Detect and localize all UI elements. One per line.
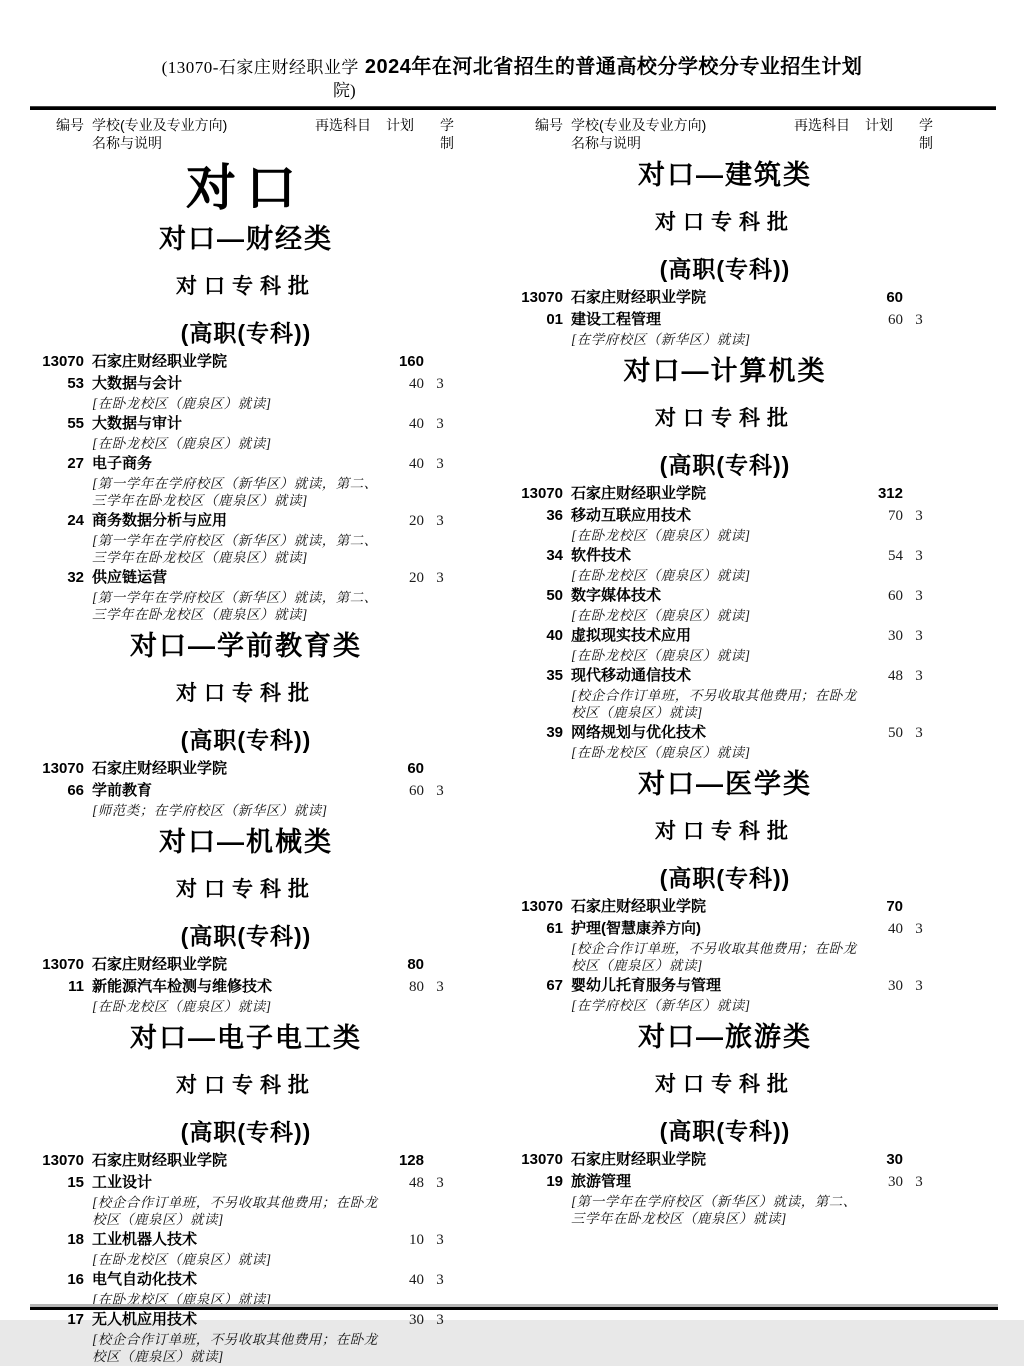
major-years: 3 xyxy=(436,456,444,472)
title-wrap-char: 院) xyxy=(333,81,356,100)
major-code: 40 xyxy=(546,627,563,644)
school-header xyxy=(563,116,787,152)
years-header xyxy=(901,116,935,152)
major-years: 3 xyxy=(915,548,923,564)
major-note: [在学府校区（新华区）就读] xyxy=(571,998,751,1013)
major-years: 3 xyxy=(915,588,923,604)
major-name: 工业设计 xyxy=(92,1174,153,1191)
school-code: 13070 xyxy=(521,898,563,915)
major-list xyxy=(515,1171,935,1227)
major-name: 软件技术 xyxy=(571,547,632,564)
major-line xyxy=(515,505,935,527)
batch-title: 对口专科批 xyxy=(176,275,316,298)
major-plan: 30 xyxy=(888,978,903,994)
major-row xyxy=(515,1171,935,1227)
major-line xyxy=(515,918,935,940)
major-note: [在卧龙校区（鹿泉区）就读] xyxy=(92,436,272,451)
major-row xyxy=(36,510,456,566)
major-plan: 30 xyxy=(409,1312,424,1328)
level-title: (高职(专科)) xyxy=(180,1119,312,1145)
major-code: 19 xyxy=(546,1173,563,1190)
column-headers xyxy=(0,116,1024,152)
major-row xyxy=(515,918,935,974)
title-main: 2024年在河北省招生的普通高校分学校分专业招生计划 xyxy=(364,56,863,78)
school-name: 石家庄财经职业学院 xyxy=(571,485,707,502)
column-header-right xyxy=(515,116,935,152)
school-name: 石家庄财经职业学院 xyxy=(571,1151,707,1168)
major-list xyxy=(36,1172,456,1365)
major-name: 数字媒体技术 xyxy=(571,587,662,604)
school-row xyxy=(515,897,935,917)
major-code: 36 xyxy=(546,507,563,524)
subjects-header: 再选科目 xyxy=(315,117,371,133)
major-years: 3 xyxy=(915,921,923,937)
major-row xyxy=(515,505,935,544)
school-row xyxy=(36,1151,456,1171)
major-line xyxy=(515,722,935,744)
major-years: 3 xyxy=(915,668,923,684)
major-name: 移动互联应用技术 xyxy=(571,507,692,524)
major-plan: 40 xyxy=(409,416,424,432)
school-row xyxy=(36,759,456,779)
years-header xyxy=(422,116,456,152)
major-plan: 50 xyxy=(888,725,903,741)
category-title: 对口—机械类 xyxy=(159,827,333,857)
category-section xyxy=(36,224,456,623)
major-plan: 48 xyxy=(409,1175,424,1191)
major-years: 3 xyxy=(436,376,444,392)
years-header-line1: 学 xyxy=(440,117,454,133)
major-name: 新能源汽车检测与维修技术 xyxy=(92,978,273,995)
major-row xyxy=(36,1309,456,1365)
major-name: 大数据与审计 xyxy=(92,415,183,432)
major-line xyxy=(36,413,456,435)
school-header-line1: 学校(专业及专业方向) xyxy=(92,117,228,133)
major-line xyxy=(515,309,935,331)
major-row xyxy=(36,567,456,623)
column-header-left xyxy=(36,116,456,152)
major-note: [师范类；在学府校区（新华区）就读] xyxy=(92,803,328,818)
school-code: 13070 xyxy=(42,1152,84,1169)
major-row xyxy=(36,1172,456,1228)
major-years: 3 xyxy=(436,416,444,432)
major-name: 工业机器人技术 xyxy=(92,1231,198,1248)
school-total-plan: 80 xyxy=(407,956,424,973)
major-code: 53 xyxy=(67,375,84,392)
school-row xyxy=(36,352,456,372)
school-row xyxy=(515,1150,935,1170)
school-row xyxy=(515,288,935,308)
major-row xyxy=(515,545,935,584)
school-total-plan: 312 xyxy=(877,485,903,502)
major-row xyxy=(36,1229,456,1268)
category-section xyxy=(515,160,935,348)
major-line xyxy=(36,453,456,475)
major-note: [第一学年在学府校区（新华区）就读，第二、三学年在卧龙校区（鹿泉区）就读] xyxy=(571,1194,857,1226)
major-years: 3 xyxy=(436,1312,444,1328)
major-line xyxy=(36,780,456,802)
major-years: 3 xyxy=(436,1232,444,1248)
major-plan: 60 xyxy=(888,588,903,604)
major-code: 17 xyxy=(67,1311,84,1328)
school-total-plan: 30 xyxy=(886,1151,903,1168)
major-note: [在卧龙校区（鹿泉区）就读] xyxy=(92,396,272,411)
major-plan: 60 xyxy=(888,312,903,328)
school-name: 石家庄财经职业学院 xyxy=(92,956,228,973)
level-title: (高职(专科)) xyxy=(180,320,312,346)
major-years: 3 xyxy=(436,783,444,799)
category-section xyxy=(36,827,456,1015)
code-header: 编号 xyxy=(56,117,84,133)
major-list xyxy=(515,309,935,348)
school-header-line2: 名称与说明 xyxy=(92,135,162,151)
major-name: 商务数据分析与应用 xyxy=(92,512,228,529)
major-note: [在卧龙校区（鹿泉区）就读] xyxy=(571,745,751,760)
school-code: 13070 xyxy=(521,289,563,306)
header-divider xyxy=(30,106,996,110)
major-line xyxy=(515,665,935,687)
years-header-line1: 学 xyxy=(919,117,933,133)
page-title xyxy=(0,50,1024,79)
major-line xyxy=(515,625,935,647)
major-years: 3 xyxy=(915,628,923,644)
left-column xyxy=(36,152,456,1366)
major-list xyxy=(36,976,456,1015)
major-name: 现代移动通信技术 xyxy=(571,667,692,684)
major-code: 11 xyxy=(68,978,84,995)
school-row xyxy=(515,484,935,504)
major-row xyxy=(515,722,935,761)
major-line xyxy=(515,975,935,997)
major-line xyxy=(36,567,456,589)
major-plan: 40 xyxy=(409,1272,424,1288)
category-title: 对口—电子电工类 xyxy=(130,1023,362,1053)
major-line xyxy=(36,1229,456,1251)
major-row xyxy=(36,413,456,452)
major-code: 66 xyxy=(67,782,84,799)
batch-title: 对口专科批 xyxy=(655,1073,795,1096)
major-plan: 40 xyxy=(409,456,424,472)
major-plan: 80 xyxy=(409,979,424,995)
major-plan: 20 xyxy=(409,570,424,586)
school-header xyxy=(84,116,308,152)
plan-header: 计划 xyxy=(865,117,893,133)
major-plan: 48 xyxy=(888,668,903,684)
school-total-plan: 70 xyxy=(886,898,903,915)
major-code: 61 xyxy=(546,920,563,937)
major-name: 婴幼儿托育服务与管理 xyxy=(571,977,722,994)
major-row xyxy=(36,373,456,412)
major-note: [在学府校区（新华区）就读] xyxy=(571,332,751,347)
table-body xyxy=(0,152,1024,1366)
batch-title: 对口专科批 xyxy=(176,682,316,705)
category-section xyxy=(36,1023,456,1365)
major-line xyxy=(515,1171,935,1193)
right-column xyxy=(515,152,935,1228)
years-header-line2: 制 xyxy=(919,135,933,151)
school-name: 石家庄财经职业学院 xyxy=(571,289,707,306)
category-section xyxy=(515,769,935,1014)
major-years: 3 xyxy=(436,1175,444,1191)
school-code: 13070 xyxy=(42,353,84,370)
batch-title: 对口专科批 xyxy=(655,407,795,430)
major-plan: 70 xyxy=(888,508,903,524)
major-note: [校企合作订单班，不另收取其他费用；在卧龙校区（鹿泉区）就读] xyxy=(571,688,857,720)
school-code: 13070 xyxy=(42,760,84,777)
batch-title: 对口专科批 xyxy=(176,1074,316,1097)
school-total-plan: 60 xyxy=(886,289,903,306)
major-list xyxy=(515,918,935,1014)
level-title: (高职(专科)) xyxy=(180,923,312,949)
major-name: 虚拟现实技术应用 xyxy=(571,627,692,644)
major-code: 67 xyxy=(546,977,563,994)
major-row xyxy=(515,309,935,348)
major-note: [在卧龙校区（鹿泉区）就读] xyxy=(571,648,751,663)
school-name: 石家庄财经职业学院 xyxy=(92,1152,228,1169)
major-code: 55 xyxy=(67,415,84,432)
category-title: 对口—建筑类 xyxy=(638,160,812,190)
major-plan: 30 xyxy=(888,1174,903,1190)
major-years: 3 xyxy=(915,312,923,328)
major-line xyxy=(36,1309,456,1331)
major-row xyxy=(36,780,456,819)
school-header-line2: 名称与说明 xyxy=(571,135,641,151)
major-row xyxy=(36,453,456,509)
category-title: 对口—旅游类 xyxy=(638,1022,812,1052)
major-years: 3 xyxy=(915,978,923,994)
level-title: (高职(专科)) xyxy=(659,1118,791,1144)
major-note: [在卧龙校区（鹿泉区）就读] xyxy=(92,1252,272,1267)
major-name: 建设工程管理 xyxy=(571,311,662,328)
major-plan: 10 xyxy=(409,1232,424,1248)
batch-title: 对口专科批 xyxy=(655,211,795,234)
major-note: [在卧龙校区（鹿泉区）就读] xyxy=(571,608,751,623)
major-code: 16 xyxy=(67,1271,84,1288)
major-code: 15 xyxy=(67,1174,84,1191)
major-list xyxy=(515,505,935,761)
category-section xyxy=(515,356,935,761)
major-code: 32 xyxy=(67,569,84,586)
level-title: (高职(专科)) xyxy=(659,865,791,891)
major-note: [在卧龙校区（鹿泉区）就读] xyxy=(571,528,751,543)
major-name: 大数据与会计 xyxy=(92,375,183,392)
category-section xyxy=(36,631,456,819)
plan-header: 计划 xyxy=(386,117,414,133)
level-title: (高职(专科)) xyxy=(659,452,791,478)
major-plan: 40 xyxy=(409,376,424,392)
subjects-header: 再选科目 xyxy=(794,117,850,133)
major-code: 39 xyxy=(546,724,563,741)
major-line xyxy=(36,976,456,998)
linkage-banner: 对口 xyxy=(186,160,306,216)
major-line xyxy=(36,1172,456,1194)
major-plan: 40 xyxy=(888,921,903,937)
category-title: 对口—学前教育类 xyxy=(130,631,362,661)
major-note: [第一学年在学府校区（新华区）就读，第二、三学年在卧龙校区（鹿泉区）就读] xyxy=(92,533,378,565)
major-name: 护理(智慧康养方向) xyxy=(571,920,701,937)
major-name: 旅游管理 xyxy=(571,1173,632,1190)
school-code: 13070 xyxy=(521,1151,563,1168)
level-title: (高职(专科)) xyxy=(659,256,791,282)
major-line xyxy=(36,1269,456,1291)
major-line xyxy=(36,373,456,395)
major-code: 01 xyxy=(546,311,563,328)
major-years: 3 xyxy=(436,513,444,529)
major-code: 34 xyxy=(546,547,563,564)
major-note: [第一学年在学府校区（新华区）就读，第二、三学年在卧龙校区（鹿泉区）就读] xyxy=(92,476,378,508)
major-name: 电气自动化技术 xyxy=(92,1271,198,1288)
major-plan: 60 xyxy=(409,783,424,799)
major-row xyxy=(515,975,935,1014)
major-note: [在卧龙校区（鹿泉区）就读] xyxy=(92,1292,272,1307)
school-total-plan: 128 xyxy=(398,1152,424,1169)
level-title: (高职(专科)) xyxy=(180,727,312,753)
major-name: 学前教育 xyxy=(92,782,153,799)
major-row xyxy=(515,585,935,624)
major-name: 供应链运营 xyxy=(92,569,168,586)
major-note: [校企合作订单班，不另收取其他费用；在卧龙校区（鹿泉区）就读] xyxy=(92,1332,378,1364)
major-line xyxy=(515,585,935,607)
years-header-line2: 制 xyxy=(440,135,454,151)
title-school-prefix: (13070-石家庄财经职业学 xyxy=(161,58,359,77)
major-row xyxy=(515,665,935,721)
major-note: [在卧龙校区（鹿泉区）就读] xyxy=(92,999,272,1014)
major-years: 3 xyxy=(915,1174,923,1190)
major-years: 3 xyxy=(436,570,444,586)
school-name: 石家庄财经职业学院 xyxy=(92,353,228,370)
school-total-plan: 60 xyxy=(407,760,424,777)
major-years: 3 xyxy=(436,979,444,995)
major-name: 网络规划与优化技术 xyxy=(571,724,707,741)
major-plan: 54 xyxy=(888,548,903,564)
major-years: 3 xyxy=(436,1272,444,1288)
category-title: 对口—财经类 xyxy=(159,224,333,254)
school-name: 石家庄财经职业学院 xyxy=(92,760,228,777)
major-note: [校企合作订单班，不另收取其他费用；在卧龙校区（鹿泉区）就读] xyxy=(92,1195,378,1227)
major-row xyxy=(36,976,456,1015)
major-plan: 30 xyxy=(888,628,903,644)
code-header: 编号 xyxy=(535,117,563,133)
school-code: 13070 xyxy=(521,485,563,502)
major-code: 35 xyxy=(546,667,563,684)
category-title: 对口—计算机类 xyxy=(623,356,827,386)
major-code: 50 xyxy=(546,587,563,604)
school-code: 13070 xyxy=(42,956,84,973)
major-line xyxy=(36,510,456,532)
major-name: 电子商务 xyxy=(92,455,153,472)
school-header-line1: 学校(专业及专业方向) xyxy=(571,117,707,133)
batch-title: 对口专科批 xyxy=(176,878,316,901)
major-note: [校企合作订单班，不另收取其他费用；在卧龙校区（鹿泉区）就读] xyxy=(571,941,857,973)
major-row xyxy=(515,625,935,664)
major-code: 27 xyxy=(67,455,84,472)
major-name: 无人机应用技术 xyxy=(92,1311,198,1328)
major-note: [第一学年在学府校区（新华区）就读，第二、三学年在卧龙校区（鹿泉区）就读] xyxy=(92,590,378,622)
batch-title: 对口专科批 xyxy=(655,820,795,843)
major-code: 18 xyxy=(67,1231,84,1248)
footer-divider xyxy=(30,1307,998,1310)
document-header xyxy=(0,0,1024,101)
major-line xyxy=(515,545,935,567)
major-list xyxy=(36,780,456,819)
school-name: 石家庄财经职业学院 xyxy=(571,898,707,915)
major-plan: 20 xyxy=(409,513,424,529)
major-years: 3 xyxy=(915,508,923,524)
major-list xyxy=(36,373,456,623)
major-years: 3 xyxy=(915,725,923,741)
school-total-plan: 160 xyxy=(398,353,424,370)
school-row xyxy=(36,955,456,975)
major-note: [在卧龙校区（鹿泉区）就读] xyxy=(571,568,751,583)
major-code: 24 xyxy=(67,512,84,529)
major-row xyxy=(36,1269,456,1308)
category-title: 对口—医学类 xyxy=(638,769,812,799)
category-section xyxy=(515,1022,935,1227)
